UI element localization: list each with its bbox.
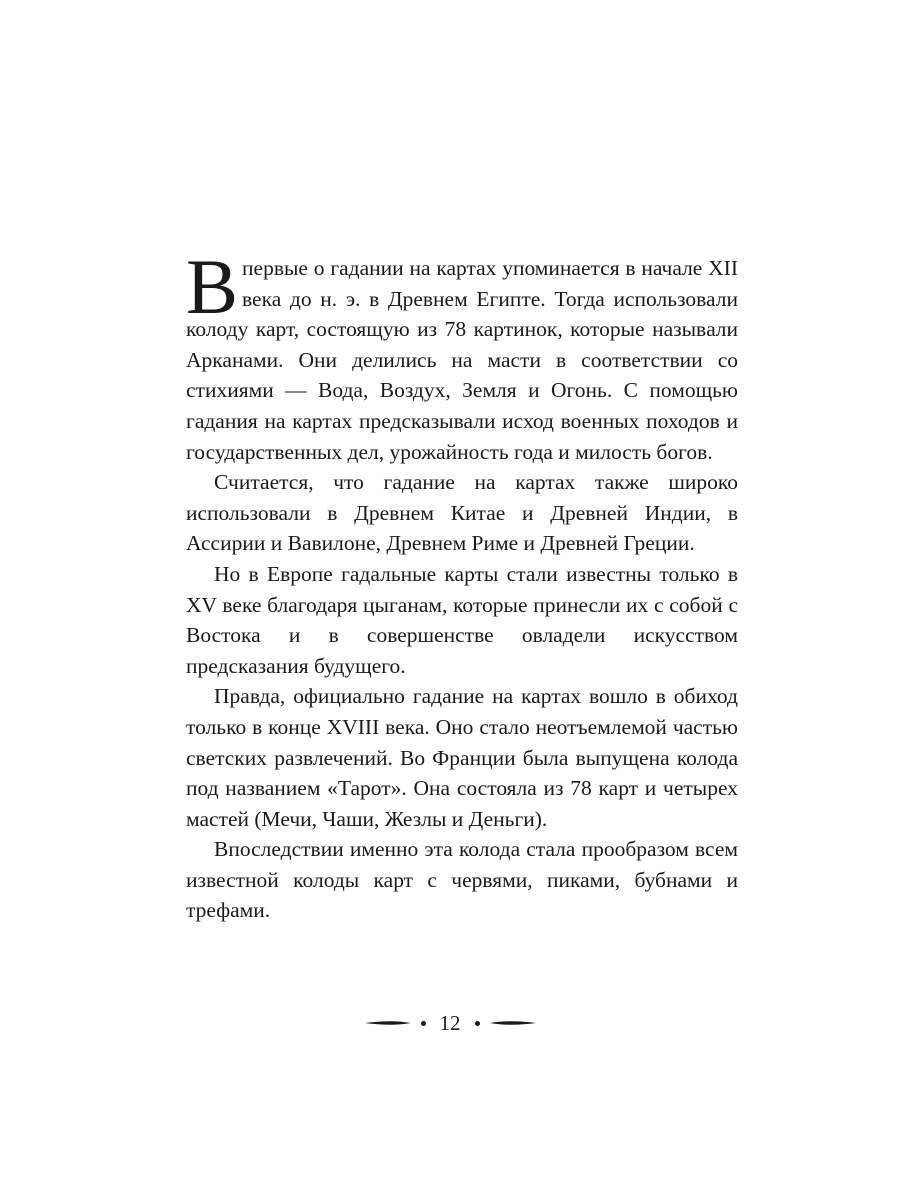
page-number: 12 [439,1011,461,1035]
ornament-dot-right [475,1021,480,1026]
paragraph-4: Правда, официально гадание на картах вошло в обиход только в конце XVIII века. Оно стало неотъемлемой частью светских развлечений. Во Франции была выпущена колода под названием «Тарот». Она состояла из 78 карт и четырех мастей (Мечи, Чаши, Жезлы и Деньги). [186,684,738,831]
paragraph-3: Но в Европе гадальные карты стали известны только в XV веке благодаря цыганам, которые принесли их с собой с Востока и в совершенстве овладели искусством предсказания будущего. [186,561,738,678]
ornament-dot-left [421,1021,426,1026]
paragraph-5: Впоследствии именно эта колода стала прообразом всем известной колоды карт с червями, пиками, бубнами и трефами. [186,837,738,923]
paragraph-2: Считается, что гадание на картах также широко использовали в Древнем Китае и Древней Индии, в Ассирии и Вавилоне, Древнем Риме и Древней Греции. [186,470,738,556]
drop-cap: В [186,243,239,330]
page-footer [0,1006,900,1040]
swash-ornament-right-icon [490,1019,536,1027]
paragraph-1 [186,243,738,467]
page-body [186,243,738,926]
paragraph-1-text: первые о гадании на картах упоминается в начале XII века до н. э. в Древнем Египте. Тогда использовали колоду карт, состоящую из 78 картинок, которые назывaли Арканами. Они делились на масти в соответствии со стихиями — Вода, Воздух, Земля и Огонь. С помощью гадания на картах предсказывали исход военных походов и государственных дел, урожайность года и милость богов. [186,256,738,464]
swash-ornament-left-icon [365,1019,411,1027]
